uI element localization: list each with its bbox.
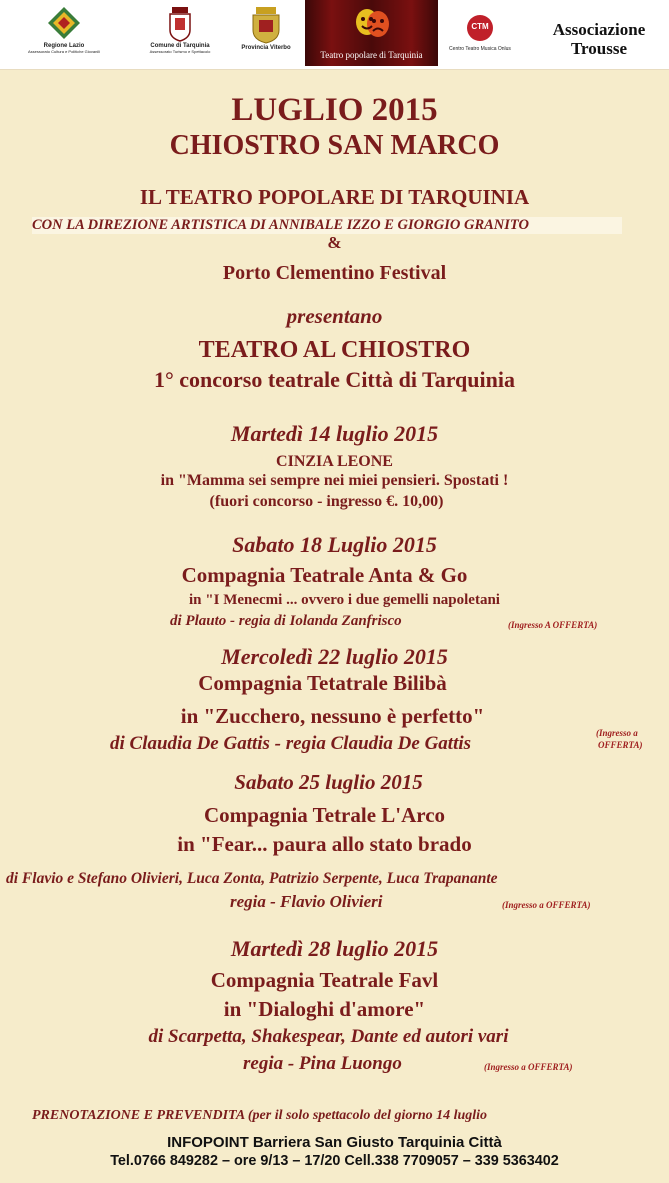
comune-tarquinia-sub: Assessorato Turismo e Spettacolo [149,49,211,54]
event-company: Compagnia Tetrale L'Arco [203,803,446,827]
poster-partner: Porto Clementino Festival [222,262,447,284]
event-credits: di Flavio e Stefano Olivieri, Luca Zonta, Patrizio Serpente, Luca Trapanante [6,870,498,887]
infopoint-label: INFOPOINT [167,1134,249,1151]
event-company: Compagnia Teatrale Favl [210,968,439,992]
infopoint-address: Barriera San Giusto Tarquinia Città [248,1134,502,1151]
event-date: Martedì 28 luglio 2015 [230,936,439,961]
ctm-name: Centro Teatro Musica Onlus [449,46,511,52]
event-title: in "Mamma sei sempre nei miei pensieri. Spostati ! [160,472,509,489]
event-company: Compagnia Teatrale Anta & Go [181,563,468,587]
regione-lazio-sub: Assessorato Cultura e Politiche Giovanili [27,49,101,54]
associazione-trousse [534,20,664,58]
sponsor-logo-strip [0,0,669,70]
event-date: Martedì 14 luglio 2015 [230,421,439,446]
event-entry-tag: (Ingresso a OFFERTA) [502,900,591,910]
event-note: (fuori concorso - ingresso €. 10,00) [209,493,444,510]
event-title: in "Dialoghi d'amore" [223,997,426,1021]
infopoint-line [0,1134,669,1151]
regione-lazio-logo [14,6,114,54]
regione-lazio-emblem-icon [47,6,81,40]
regione-lazio-name: Regione Lazio [43,43,85,49]
poster-contest: 1° concorso teatrale Città di Tarquinia [153,367,515,392]
comune-tarquinia-name: Comune di Tarquinia [150,43,210,49]
provincia-viterbo-name: Provincia Viterbo [241,45,291,51]
booking-caps: PRENOTAZIONE E PREVENDITA ( [32,1108,253,1123]
event-title: in "Zucchero, nessuno è perfetto" [180,704,485,728]
event-title: in "Fear... paura allo stato brado [177,832,472,856]
event-credits: di Scarpetta, Shakespear, Dante ed autori vari [148,1026,509,1047]
assoc-line-2: Trousse [570,39,628,58]
poster-event-title: TEATRO AL CHIOSTRO [198,337,471,363]
event-title: in "I Menecmi ... ovvero i due gemelli napoletani [189,592,500,608]
viterbo-crest-icon [249,6,283,44]
event-regia: regia - Flavio Olivieri [230,892,383,911]
teatro-popolare-name: Teatro popolare di Tarquinia [320,50,423,60]
booking-line [32,1108,487,1124]
event-entry-tag: (Ingresso a OFFERTA) [484,1062,573,1072]
booking-rest: per il solo spettacolo del giorno 14 luglio [252,1108,488,1123]
event-entry-tag: (Ingresso A OFFERTA) [508,620,598,630]
poster-direction: CON LA DIREZIONE ARTISTICA DI ANNIBALE IZZO E GIORGIO GRANITO [32,217,622,234]
comune-tarquinia-logo [136,6,224,54]
poster-title: LUGLIO 2015 [231,92,438,128]
event-credits: di Claudia De Gattis - regia Claudia De Gattis [110,733,472,754]
teatro-popolare-logo [305,0,438,66]
tarquinia-crest-icon [166,6,194,42]
poster-presenter: IL TEATRO POPOLARE DI TARQUINIA [139,185,530,209]
event-company: Compagnia Tetatrale Bilibà [198,671,447,695]
provincia-viterbo-logo [240,6,292,51]
event-entry-tag-line-1: (Ingresso a [596,728,638,738]
event-company: CINZIA LEONE [276,453,393,470]
event-date: Sabato 25 luglio 2015 [234,770,423,794]
assoc-line-1: Associazione [552,20,646,39]
poster-venue: CHIOSTRO SAN MARCO [169,130,500,161]
event-entry-tag-line-2: OFFERTA) [598,740,643,750]
ctm-badge-text: CTM [471,22,489,31]
event-credits: di Plauto - regia di Iolanda Zanfrisco [170,613,402,629]
event-regia: regia - Pina Luongo [243,1053,402,1074]
theatre-masks-icon [352,4,392,44]
event-date: Sabato 18 Luglio 2015 [232,532,437,557]
poster-ampersand: & [327,233,342,252]
event-date: Mercoledì 22 luglio 2015 [221,644,448,669]
poster-presentano: presentano [286,304,383,328]
contacts-line: Tel.0766 849282 – ore 9/13 – 17/20 Cell.338 7709057 – 339 5363402 [110,1153,559,1169]
ctm-logo [438,6,522,52]
